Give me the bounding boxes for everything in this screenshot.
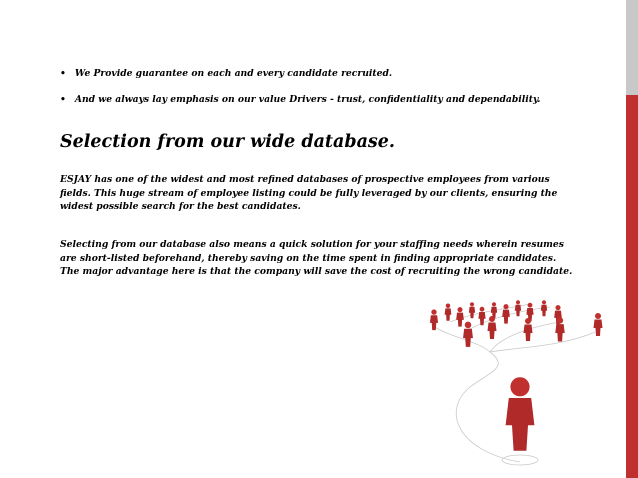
- bullet-item: [60, 94, 620, 106]
- network-people: [430, 300, 603, 451]
- paragraph-line: fields. This huge stream of employee listing could be fully leveraged by our clients, ensuring the: [60, 187, 558, 199]
- bullet-dot: •: [60, 94, 66, 105]
- bullet-item: [60, 68, 620, 80]
- paragraph-line: ESJAY has one of the widest and most refined databases of prospective employees from various: [60, 174, 550, 185]
- paragraph-selection: [60, 238, 600, 279]
- accent-bar: [626, 0, 638, 478]
- paragraph-line: Selecting from our database also means a quick solution for your staffing needs wherein resumes: [60, 239, 564, 250]
- bullet-list: [60, 68, 620, 120]
- paragraph-line: The major advantage here is that the company will save the cost of recruiting the wrong candidate.: [60, 266, 573, 277]
- paragraph-database: [60, 173, 600, 214]
- bullet-dot: •: [60, 68, 66, 79]
- paragraph-line: widest possible search for the best candidates.: [60, 201, 301, 212]
- bullet-text: We Provide guarantee on each and every candidate recruited.: [74, 68, 393, 79]
- bullet-text: And we always lay emphasis on our value Drivers - trust, confidentiality and dependability.: [74, 94, 541, 105]
- people-network-icon: [420, 292, 620, 472]
- paragraph-line: are short-listed beforehand, thereby saving on the time spent in finding appropriate candidates.: [60, 252, 557, 264]
- section-heading: Selection from our wide database.: [60, 132, 395, 152]
